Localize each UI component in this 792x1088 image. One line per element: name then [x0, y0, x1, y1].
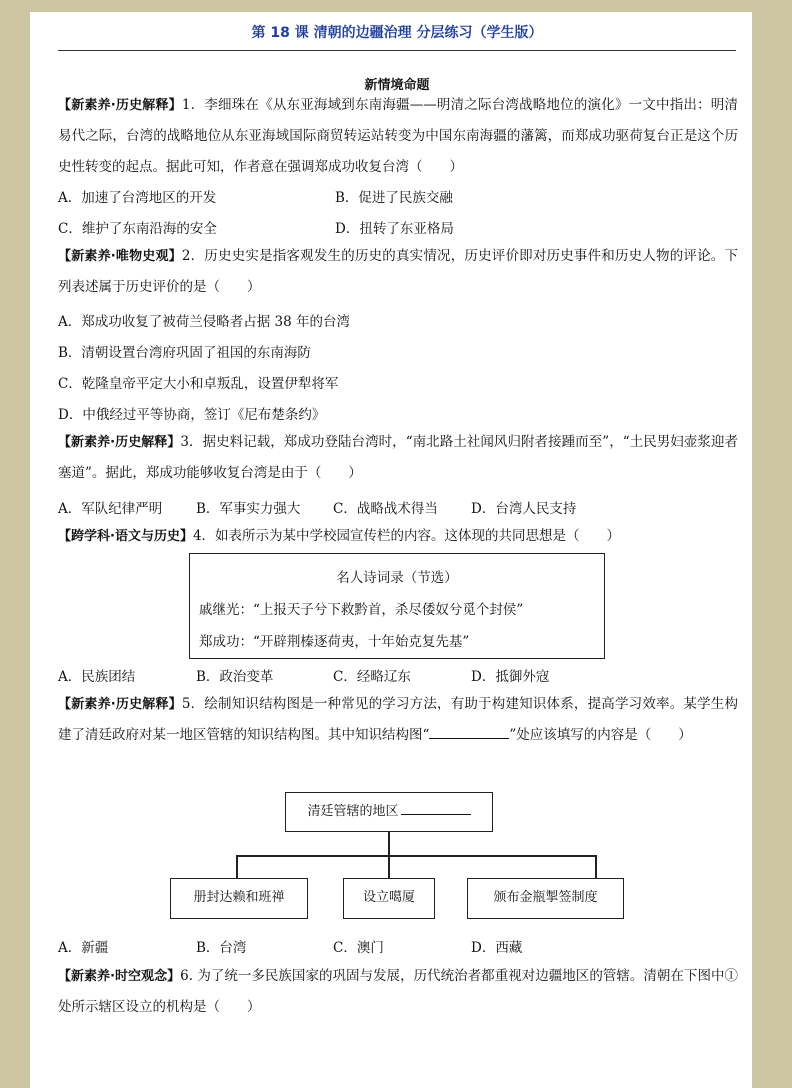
question-6 — [58, 961, 738, 1023]
question-2-option-d-row — [58, 403, 738, 427]
poem-box-title: 名人诗词录（节选） — [336, 570, 458, 586]
section-title: 新情境命题 — [364, 78, 430, 93]
question-5-option-d: D．西藏 — [471, 940, 523, 956]
diagram-connector-left — [236, 855, 238, 879]
question-3-options — [58, 497, 738, 521]
diagram-connector-right — [595, 855, 597, 879]
question-1-options-row-2 — [58, 217, 738, 241]
worksheet-page — [30, 12, 752, 1088]
question-2-option-a-row — [58, 310, 738, 334]
question-3-option-b: B．军事实力强大 — [196, 501, 301, 517]
question-1-option-a: A．加速了台湾地区的开发 — [58, 190, 217, 206]
question-2-tag: 【新素养·唯物史观】 — [58, 249, 182, 264]
question-1 — [58, 90, 738, 183]
question-4 — [58, 521, 738, 552]
diagram-child-box-3 — [467, 878, 624, 919]
question-2-option-c: C．乾隆皇帝平定大小和卓叛乱，设置伊犁将军 — [58, 376, 339, 392]
question-5-text-after: ”处应该填写的内容是（ ） — [509, 727, 692, 743]
poem-line-qi-jiguang: 戚继光：“上报天子兮下救黔首，杀尽倭奴兮觅个封侯” — [199, 602, 524, 618]
question-2 — [58, 241, 738, 303]
diagram-child-box-1 — [170, 878, 308, 919]
question-4-option-d: D．抵御外寇 — [471, 669, 550, 685]
question-3-option-c: C．战略战术得当 — [333, 501, 438, 517]
question-4-option-a: A．民族团结 — [58, 669, 136, 685]
question-2-text: 2．历史史实是指客观发生的历史的真实情况，历史评价即对历史事件和历史人物的评论。下列表述属于历史评价的是（ ） — [58, 248, 738, 295]
question-1-tag: 【新素养·历史解释】 — [58, 98, 182, 113]
question-5-tag: 【新素养·历史解释】 — [58, 697, 182, 712]
question-2-option-d: D．中俄经过平等协商，签订《尼布楚条约》 — [58, 407, 326, 423]
answer-blank — [429, 725, 509, 739]
question-5-text-before: 5．绘制知识结构图是一种常见的学习方法，有助于构建知识体系，提高学习效率。某学生构建了清廷政府对某一地区管辖的知识结构图。其中知识结构图“ — [58, 696, 738, 743]
question-6-text: 6. 为了统一多民族国家的巩固与发展，历代统治者都重视对边疆地区的管辖。清朝在下图中①处所示辖区设立的机构是（ ） — [58, 968, 738, 1015]
question-3-option-d: D．台湾人民支持 — [471, 501, 577, 517]
question-3-option-a: A．军队纪律严明 — [58, 501, 163, 517]
question-4-options — [58, 665, 738, 689]
question-1-option-c: C．维护了东南沿海的安全 — [58, 221, 217, 237]
poem-quote-box — [189, 553, 605, 659]
question-2-option-a: A．郑成功收复了被荷兰侵略者占据 38 年的台湾 — [58, 314, 351, 330]
diagram-connector-vertical — [388, 832, 390, 856]
diagram-child-label-1: 册封达赖和班禅 — [193, 890, 285, 905]
question-1-option-b: B．促进了民族交融 — [335, 190, 453, 206]
page-header-title: 第 18 课 清朝的边疆治理 分层练习（学生版） — [251, 25, 543, 41]
question-3-tag: 【新素养·历史解释】 — [58, 435, 181, 450]
question-4-option-b: B．政治变革 — [196, 669, 274, 685]
question-5-option-b: B．台湾 — [196, 940, 247, 956]
question-5-option-c: C．澳门 — [333, 940, 384, 956]
diagram-connector-middle — [388, 855, 390, 879]
question-5 — [58, 689, 738, 751]
question-2-option-c-row — [58, 372, 738, 396]
question-1-option-d: D．扭转了东亚格局 — [335, 221, 454, 237]
question-1-text: 1．李细珠在《从东亚海域到东南海疆——明清之际台湾战略地位的演化》一文中指出：明清易代之际，台湾的战略地位从东亚海域国际商贸转运站转变为中国东南海疆的藩篱，而郑成功驱荷复台正是这个历史性转变的起点。据此可知，作者意在强调郑成功收复台湾（ ） — [58, 97, 738, 175]
question-1-options-row-1 — [58, 186, 738, 210]
diagram-child-label-2: 设立噶厦 — [362, 890, 415, 905]
question-3 — [58, 427, 738, 489]
diagram-child-label-3: 颁布金瓶掣签制度 — [493, 890, 598, 905]
diagram-blank — [401, 801, 471, 815]
diagram-top-box — [285, 792, 493, 832]
question-5-option-a: A．新疆 — [58, 940, 109, 956]
question-6-tag: 【新素养·时空观念】 — [58, 969, 181, 984]
question-4-text: 4．如表所示为某中学校园宣传栏的内容。这体现的共同思想是（ ） — [192, 528, 621, 544]
header-divider — [58, 50, 736, 51]
question-3-text: 3．据史料记载，郑成功登陆台湾时，“南北路土社闻风归附者接踵而至”，“土民男妇壶浆迎者塞道”。据此，郑成功能够收复台湾是由于（ ） — [58, 434, 738, 481]
question-4-option-c: C．经略辽东 — [333, 669, 411, 685]
diagram-top-label: 清廷管辖的地区 — [307, 804, 399, 819]
question-5-options — [58, 936, 738, 960]
diagram-connector-horizontal — [236, 855, 596, 857]
poem-line-zheng-chenggong: 郑成功：“开辟荆榛逐荷夷，十年始克复先基” — [199, 634, 470, 650]
question-2-option-b: B．清朝设置台湾府巩固了祖国的东南海防 — [58, 345, 311, 361]
question-2-option-b-row — [58, 341, 738, 365]
question-4-tag: 【跨学科·语文与历史】 — [58, 529, 193, 544]
diagram-child-box-2 — [343, 878, 435, 919]
